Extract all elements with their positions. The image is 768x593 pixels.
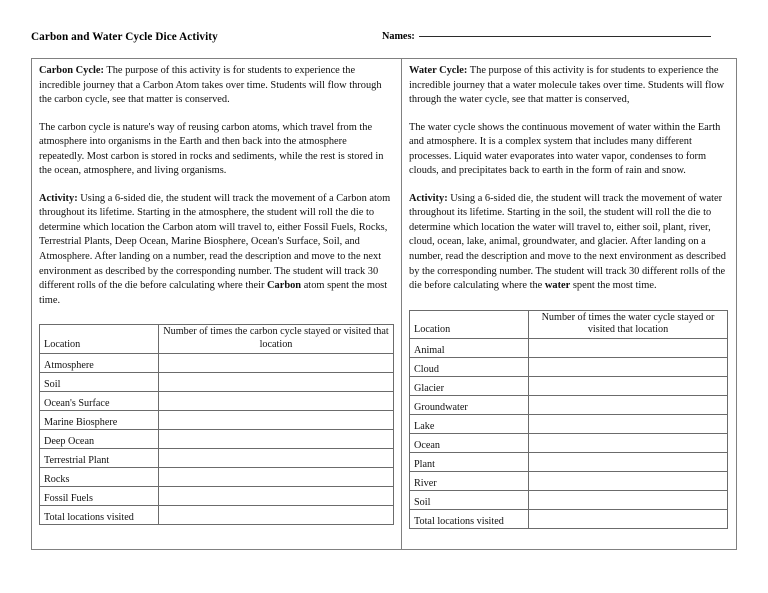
table-row bbox=[410, 510, 728, 529]
water-location-cell: Lake bbox=[410, 415, 529, 434]
carbon-header-count: Number of times the carbon cycle stayed or visited that location bbox=[159, 325, 394, 354]
water-table-body bbox=[410, 339, 728, 529]
carbon-activity-paragraph bbox=[39, 192, 394, 308]
carbon-location-cell: Marine Biosphere bbox=[40, 411, 159, 430]
water-count-cell[interactable] bbox=[529, 491, 728, 510]
water-location-cell: Plant bbox=[410, 453, 529, 472]
water-count-cell[interactable] bbox=[529, 510, 728, 529]
carbon-location-cell: Soil bbox=[40, 373, 159, 392]
carbon-activity-text-2: atom spent the most time. bbox=[39, 280, 388, 306]
table-row bbox=[40, 430, 394, 449]
table-row bbox=[410, 434, 728, 453]
table-row bbox=[410, 415, 728, 434]
carbon-location-cell: Terrestrial Plant bbox=[40, 449, 159, 468]
table-row bbox=[410, 491, 728, 510]
carbon-location-cell: Atmosphere bbox=[40, 354, 159, 373]
water-count-cell[interactable] bbox=[529, 415, 728, 434]
table-row bbox=[40, 506, 394, 525]
carbon-count-cell[interactable] bbox=[159, 354, 394, 373]
carbon-intro-paragraph bbox=[39, 64, 394, 108]
names-field-group bbox=[382, 31, 711, 42]
water-activity-paragraph bbox=[409, 192, 729, 294]
water-count-cell[interactable] bbox=[529, 472, 728, 491]
table-row bbox=[40, 411, 394, 430]
carbon-count-cell[interactable] bbox=[159, 430, 394, 449]
carbon-tally-table bbox=[39, 324, 394, 525]
carbon-description-paragraph: The carbon cycle is nature's way of reusing carbon atoms, which travel from the atmosphere into organisms in the Earth and then back into the atmosphere repeatedly. Most carbon is stored in rocks and sediments, while the rest is stored in the ocean, atmosphere, and living organisms. bbox=[39, 121, 384, 177]
table-row bbox=[410, 453, 728, 472]
document-header bbox=[31, 31, 737, 53]
carbon-table-header-row bbox=[40, 325, 394, 354]
table-row bbox=[410, 339, 728, 358]
carbon-location-cell: Ocean's Surface bbox=[40, 392, 159, 411]
water-count-cell[interactable] bbox=[529, 377, 728, 396]
carbon-count-cell[interactable] bbox=[159, 449, 394, 468]
water-location-cell: River bbox=[410, 472, 529, 491]
water-location-cell: Total locations visited bbox=[410, 510, 529, 529]
carbon-location-cell: Total locations visited bbox=[40, 506, 159, 525]
table-row bbox=[410, 396, 728, 415]
water-count-cell[interactable] bbox=[529, 358, 728, 377]
water-location-cell: Animal bbox=[410, 339, 529, 358]
water-intro-label: Water Cycle: bbox=[409, 65, 468, 76]
water-location-cell: Groundwater bbox=[410, 396, 529, 415]
water-location-cell: Cloud bbox=[410, 358, 529, 377]
water-count-cell[interactable] bbox=[529, 339, 728, 358]
table-row bbox=[40, 373, 394, 392]
water-location-cell: Soil bbox=[410, 491, 529, 510]
table-row bbox=[410, 377, 728, 396]
carbon-location-cell: Rocks bbox=[40, 468, 159, 487]
carbon-table-body bbox=[40, 354, 394, 525]
carbon-activity-label: Activity: bbox=[39, 192, 78, 204]
water-intro-text: The purpose of this activity is for students to experience the incredible journey that a water molecule takes over time. Students will flow through the water cycle, see that matter is conserved, bbox=[409, 65, 725, 106]
table-row bbox=[40, 354, 394, 373]
table-row bbox=[40, 392, 394, 411]
water-header-location: Location bbox=[410, 310, 529, 339]
water-tally-table bbox=[409, 310, 728, 530]
two-column-frame bbox=[31, 58, 737, 550]
water-location-cell: Ocean bbox=[410, 434, 529, 453]
carbon-location-cell: Fossil Fuels bbox=[40, 487, 159, 506]
water-activity-text-2: spent the most time. bbox=[570, 280, 657, 292]
carbon-header-location: Location bbox=[40, 325, 159, 354]
water-activity-bold-word: water bbox=[544, 280, 571, 292]
water-count-cell[interactable] bbox=[529, 453, 728, 472]
table-row bbox=[410, 472, 728, 491]
water-description-paragraph: The water cycle shows the continuous movement of water within the Earth and atmosphere. It is a complex system that includes many different processes. Liquid water evaporates into water vapor, condenses to form clouds, and precipitates back to earth in the form of rain and snow. bbox=[409, 121, 721, 177]
table-row bbox=[40, 487, 394, 506]
water-count-cell[interactable] bbox=[529, 396, 728, 415]
table-row bbox=[40, 468, 394, 487]
carbon-activity-text-1: Using a 6-sided die, the student will track the movement of a Carbon atom throughout its lifetime. Starting in the atmosphere, the student will roll the die to determine which location the Carbon atom will travel to, either Fossil Fuels, Rocks, Terrestrial Plants, Deep Ocean, Marine Biosphere, Ocean's Surface, Soil, and Atmosphere. After landing on a number, read the description and move to the next environment as described by the corresponding number. The student will track 30 different rolls of the die before calculating where their bbox=[39, 192, 391, 292]
water-cycle-column bbox=[402, 59, 736, 549]
carbon-count-cell[interactable] bbox=[159, 392, 394, 411]
carbon-count-cell[interactable] bbox=[159, 373, 394, 392]
carbon-location-cell: Deep Ocean bbox=[40, 430, 159, 449]
water-intro-paragraph bbox=[409, 64, 729, 108]
water-activity-text-1: Using a 6-sided die, the student will track the movement of water throughout its lifetime. Starting in the soil, the student will roll the die to determine which location the water will travel to, either soil, plant, river, cloud, ocean, lake, animal, groundwater, and glacier. After landing on a number, read the description and move to the next environment as described by the corresponding number. The student will track 30 different rolls of the die before calculating where the bbox=[409, 192, 726, 292]
water-location-cell: Glacier bbox=[410, 377, 529, 396]
table-row bbox=[40, 449, 394, 468]
table-row bbox=[410, 358, 728, 377]
water-table-header-row bbox=[410, 310, 728, 339]
carbon-cycle-column bbox=[32, 59, 402, 549]
carbon-count-cell[interactable] bbox=[159, 468, 394, 487]
carbon-count-cell[interactable] bbox=[159, 506, 394, 525]
carbon-intro-label: Carbon Cycle: bbox=[39, 65, 104, 76]
page-title: Carbon and Water Cycle Dice Activity bbox=[31, 31, 218, 43]
carbon-count-cell[interactable] bbox=[159, 487, 394, 506]
carbon-activity-bold-word: Carbon bbox=[267, 280, 302, 292]
names-label: Names: bbox=[382, 31, 415, 42]
water-header-count: Number of times the water cycle stayed or visited that location bbox=[529, 310, 728, 339]
carbon-intro-text: The purpose of this activity is for students to experience the incredible journey that a Carbon Atom takes over time. Students will flow through the carbon cycle, see that matter is conserved. bbox=[39, 65, 382, 106]
names-input-rule[interactable] bbox=[419, 35, 711, 37]
water-activity-label: Activity: bbox=[409, 192, 448, 204]
carbon-count-cell[interactable] bbox=[159, 411, 394, 430]
water-count-cell[interactable] bbox=[529, 434, 728, 453]
